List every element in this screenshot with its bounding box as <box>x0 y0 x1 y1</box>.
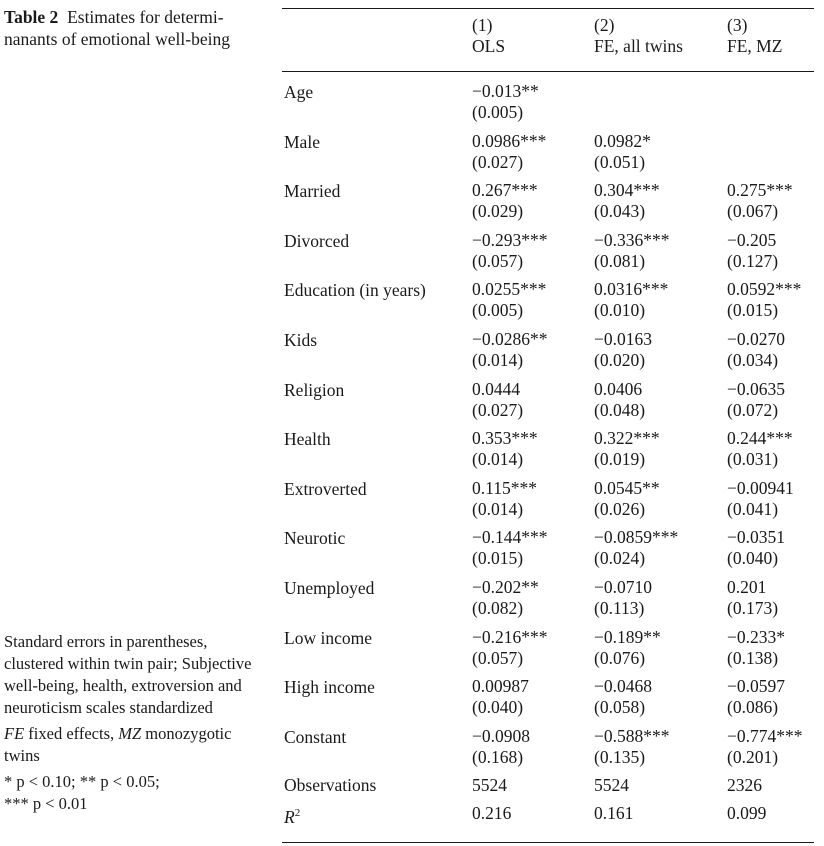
column-number: (2) <box>594 15 615 35</box>
standard-error-value: (0.072) <box>727 399 779 420</box>
coefficient-value: 0.275*** <box>727 180 793 201</box>
standard-error-value: (0.127) <box>727 250 779 271</box>
table-row <box>0 230 824 280</box>
coefficient-cell <box>594 676 652 718</box>
coefficient-value: −0.202** <box>472 577 539 597</box>
table-title-line1: Estimates for determi- <box>67 7 224 27</box>
standard-error-value: (0.005) <box>472 300 524 321</box>
coefficient-value: 0.322*** <box>594 428 660 449</box>
coefficient-value: 0.0592*** <box>727 279 802 300</box>
coefficient-value: −0.013** <box>472 81 539 101</box>
row-label: Age <box>284 82 314 102</box>
standard-error-value: (0.014) <box>472 350 524 370</box>
coefficient-cell <box>472 180 538 222</box>
observations-value: 2326 <box>727 775 762 795</box>
observations-value: 5524 <box>472 775 507 795</box>
coefficient-value: −0.336*** <box>594 229 670 250</box>
table-number: Table 2 <box>4 7 59 27</box>
coefficient-cell <box>594 577 652 619</box>
standard-error-value: (0.019) <box>594 449 646 470</box>
column-name: OLS <box>472 36 506 56</box>
coefficient-value: 0.0982* <box>594 130 651 151</box>
row-label: Health <box>284 429 331 450</box>
row-label: Low income <box>284 627 372 648</box>
row-label: Divorced <box>284 230 350 251</box>
coefficient-value: −0.0351 <box>727 527 785 548</box>
coefficient-cell <box>727 279 801 321</box>
coefficient-cell <box>472 329 548 371</box>
coefficient-cell <box>727 527 785 569</box>
row-label: Constant <box>284 726 347 747</box>
table-row <box>0 478 824 528</box>
column-header-fe-mz <box>727 15 782 57</box>
column-header-fe-all <box>594 15 683 57</box>
standard-error-value: (0.027) <box>472 399 524 420</box>
coefficient-value: −0.0597 <box>727 676 785 697</box>
coefficient-value: 0.304*** <box>594 180 660 201</box>
coefficient-value: −0.0286** <box>472 329 548 349</box>
coefficient-cell <box>727 180 793 222</box>
standard-error-value: (0.051) <box>594 151 646 172</box>
table-row <box>0 329 824 379</box>
row-label: $R^2$ <box>284 806 301 827</box>
row-label: Male <box>284 131 320 152</box>
row-label: High income <box>284 677 375 698</box>
coefficient-value: −0.0163 <box>594 329 652 349</box>
abbreviations-note: FE fixed effects, MZ monozygotic twins <box>4 724 232 765</box>
coefficient-value: 0.353*** <box>472 428 538 449</box>
coefficient-cell <box>472 230 548 272</box>
coefficient-value: 0.0986*** <box>472 130 547 151</box>
standard-error-value: (0.020) <box>594 350 646 370</box>
coefficient-value: 0.0545** <box>594 477 660 498</box>
table-row <box>0 577 824 627</box>
coefficient-cell <box>472 627 548 669</box>
standard-error-value: (0.040) <box>727 548 779 569</box>
standard-error-value: (0.081) <box>594 250 646 271</box>
row-label: Religion <box>284 379 345 400</box>
coefficient-value: −0.205 <box>727 229 777 250</box>
standard-error-value: (0.168) <box>472 746 524 767</box>
significance-note: * p < 0.10; ** p < 0.05; *** p < 0.01 <box>4 772 160 813</box>
coefficient-cell <box>727 726 803 768</box>
coefficient-value: −0.144*** <box>472 527 548 548</box>
coefficient-cell <box>727 676 785 718</box>
observations-value: 5524 <box>594 775 629 795</box>
coefficient-value: 0.0406 <box>594 378 643 399</box>
column-header-ols <box>472 15 505 57</box>
standard-error-value: (0.048) <box>594 399 646 420</box>
table-caption <box>4 6 266 50</box>
bottom-rule <box>282 842 814 843</box>
coefficient-cell <box>727 329 785 371</box>
coefficient-cell <box>472 577 539 619</box>
standard-error-value: (0.173) <box>727 598 779 618</box>
standard-error-value: (0.015) <box>727 300 779 321</box>
coefficient-cell <box>727 428 793 470</box>
coefficient-cell <box>727 230 778 272</box>
coefficient-cell <box>472 131 546 173</box>
row-label: Extroverted <box>284 478 367 499</box>
coefficient-value: −0.0859*** <box>594 527 679 548</box>
standard-error-value: (0.024) <box>594 548 646 569</box>
coefficient-value: −0.00941 <box>727 477 794 498</box>
standard-error-value: (0.041) <box>727 498 779 519</box>
coefficient-cell <box>472 676 529 718</box>
column-name: FE, MZ <box>727 36 783 56</box>
standard-error-value: (0.067) <box>727 201 779 222</box>
coefficient-cell <box>472 478 537 520</box>
standard-error-value: (0.076) <box>594 647 646 668</box>
coefficient-cell <box>594 527 678 569</box>
table-row <box>0 180 824 230</box>
coefficient-value: −0.0710 <box>594 577 652 597</box>
standard-error-value: (0.031) <box>727 449 779 470</box>
standard-error-value: (0.113) <box>594 598 645 618</box>
row-label: Kids <box>284 330 318 350</box>
standard-error-note: Standard errors in parentheses, clustered within twin pair; Subjective well-being, health, extroversion and neuroticism scales standardized <box>4 632 252 717</box>
standard-error-value: (0.082) <box>472 598 524 618</box>
column-name: FE, all twins <box>594 36 683 56</box>
r-squared-value: 0.161 <box>594 803 634 823</box>
coefficient-cell <box>472 726 530 768</box>
coefficient-cell <box>594 329 652 371</box>
coefficient-cell <box>727 577 778 619</box>
standard-error-value: (0.086) <box>727 697 779 718</box>
coefficient-value: −0.293*** <box>472 229 548 250</box>
coefficient-cell <box>594 131 651 173</box>
coefficient-value: 0.267*** <box>472 180 538 201</box>
column-number: (3) <box>727 15 748 35</box>
coefficient-cell <box>727 379 785 421</box>
standard-error-value: (0.010) <box>594 300 646 321</box>
standard-error-value: (0.005) <box>472 102 524 122</box>
coefficient-cell <box>594 379 645 421</box>
standard-error-value: (0.015) <box>472 548 524 569</box>
coefficient-cell <box>472 428 538 470</box>
row-label: Married <box>284 181 341 202</box>
standard-error-value: (0.014) <box>472 498 524 519</box>
coefficient-cell <box>594 627 661 669</box>
coefficient-value: −0.216*** <box>472 626 548 647</box>
coefficient-value: −0.0908 <box>472 725 530 746</box>
table-notes <box>4 631 266 819</box>
row-label: Observations <box>284 775 377 795</box>
table-row <box>0 428 824 478</box>
coefficient-value: 0.244*** <box>727 428 793 449</box>
top-rule <box>282 8 814 9</box>
standard-error-value: (0.057) <box>472 250 524 271</box>
coefficient-value: 0.0255*** <box>472 279 547 300</box>
row-label: Education (in years) <box>284 280 426 301</box>
standard-error-value: (0.040) <box>472 697 524 718</box>
standard-error-value: (0.201) <box>727 746 779 767</box>
standard-error-value: (0.027) <box>472 151 524 172</box>
standard-error-value: (0.029) <box>472 201 524 222</box>
coefficient-cell <box>472 279 546 321</box>
coefficient-cell <box>727 478 794 520</box>
header-rule <box>282 71 814 72</box>
standard-error-value: (0.014) <box>472 449 524 470</box>
table-row <box>0 379 824 429</box>
standard-error-value: (0.135) <box>594 746 646 767</box>
coefficient-value: −0.0468 <box>594 676 652 697</box>
standard-error-value: (0.034) <box>727 350 779 370</box>
coefficient-cell <box>727 627 785 669</box>
coefficient-value: 0.201 <box>727 577 767 597</box>
r-squared-value: 0.216 <box>472 803 512 823</box>
coefficient-value: −0.774*** <box>727 725 803 746</box>
table-row <box>0 279 824 329</box>
coefficient-value: 0.0444 <box>472 378 521 399</box>
standard-error-value: (0.058) <box>594 697 646 718</box>
coefficient-value: −0.0635 <box>727 378 785 399</box>
standard-error-value: (0.138) <box>727 647 779 668</box>
table-title-line2: nanants of emotional well-being <box>4 29 230 49</box>
table-row <box>0 131 824 181</box>
coefficient-cell <box>472 379 523 421</box>
row-label: Neurotic <box>284 528 346 549</box>
standard-error-value: (0.043) <box>594 201 646 222</box>
coefficient-value: 0.115*** <box>472 477 537 498</box>
coefficient-value: 0.0316*** <box>594 279 669 300</box>
coefficient-value: −0.233* <box>727 626 785 647</box>
coefficient-value: 0.00987 <box>472 676 529 697</box>
table-row <box>0 527 824 577</box>
coefficient-value: −0.0270 <box>727 329 785 349</box>
coefficient-value: −0.588*** <box>594 725 670 746</box>
column-number: (1) <box>472 15 493 35</box>
coefficient-cell <box>594 726 670 768</box>
coefficient-cell <box>472 81 539 123</box>
standard-error-value: (0.026) <box>594 498 646 519</box>
coefficient-cell <box>594 279 668 321</box>
coefficient-cell <box>472 527 548 569</box>
standard-error-value: (0.057) <box>472 647 524 668</box>
r-squared-value: 0.099 <box>727 803 767 823</box>
coefficient-cell <box>594 180 660 222</box>
coefficient-cell <box>594 230 670 272</box>
coefficient-cell <box>594 428 660 470</box>
table-row <box>0 81 824 131</box>
coefficient-value: −0.189** <box>594 626 661 647</box>
coefficient-cell <box>594 478 660 520</box>
row-label: Unemployed <box>284 578 375 598</box>
